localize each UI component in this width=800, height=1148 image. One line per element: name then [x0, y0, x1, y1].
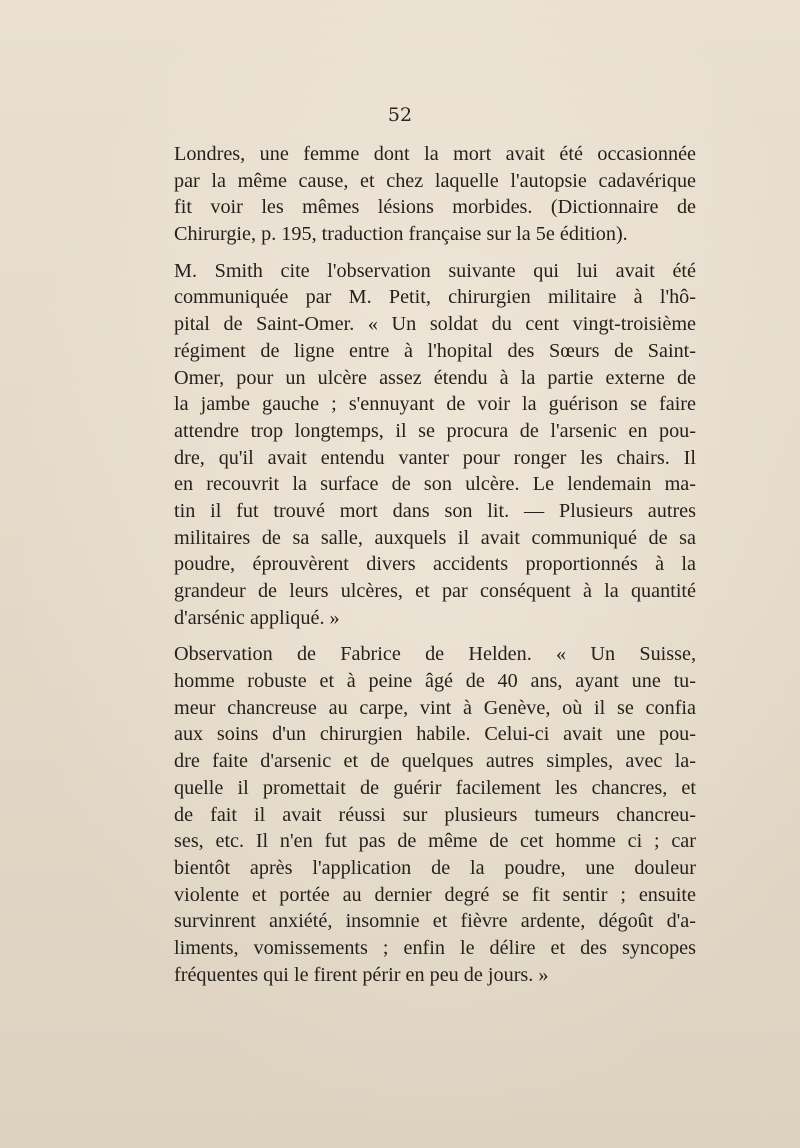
- text-line: Chirurgie, p. 195, traduction française sur la 5e édition).: [174, 223, 628, 246]
- body-text: [174, 141, 696, 988]
- text-line: fréquentes qui le firent périr en peu de jours. »: [174, 963, 549, 986]
- text-line: la jambe gauche ; s'ennuyant de voir la guérison se faire: [174, 393, 696, 416]
- text-line: liments, vomissements ; enfin le délire et des syncopes: [174, 936, 696, 959]
- text-line: survinrent anxiété, insomnie et fièvre ardente, dégoût d'a-: [174, 910, 696, 933]
- text-line: ses, etc. Il n'en fut pas de même de cet homme ci ; car: [174, 830, 696, 853]
- text-line: fit voir les mêmes lésions morbides. (Dictionnaire de: [174, 196, 696, 219]
- text-line: de fait il avait réussi sur plusieurs tumeurs chancreu-: [174, 803, 696, 826]
- text-line: aux soins d'un chirurgien habile. Celui-ci avait une pou-: [174, 723, 696, 746]
- text-line: militaires de sa salle, auxquels il avait communiqué de sa: [174, 526, 696, 549]
- text-line: homme robuste et à peine âgé de 40 ans, ayant une tu-: [174, 670, 696, 693]
- page-number: 52: [387, 104, 413, 126]
- paragraph-gap: [174, 631, 696, 641]
- text-line: pital de Saint-Omer. « Un soldat du cent vingt-troisième: [174, 313, 696, 336]
- text-line: Observation de Fabrice de Helden. « Un Suisse,: [174, 643, 696, 666]
- text-line: attendre trop longtemps, il se procura de l'arsenic en pou-: [174, 419, 696, 442]
- text-line: par la même cause, et chez laquelle l'autopsie cadavérique: [174, 169, 696, 192]
- text-line: grandeur de leurs ulcères, et par conséquent à la quantité: [174, 580, 696, 602]
- text-line: meur chancreuse au carpe, vint à Genève, où il se confia: [174, 696, 696, 719]
- paragraph-gap: [174, 248, 696, 258]
- text-line: bientôt après l'application de la poudre, une douleur: [174, 856, 696, 879]
- text-line: dre, qu'il avait entendu vanter pour ronger les chairs. Il: [174, 446, 696, 469]
- text-line: Londres, une femme dont la mort avait été occasionnée: [174, 143, 696, 165]
- text-line: en recouvrit la surface de son ulcère. Le lendemain ma-: [174, 473, 696, 496]
- text-line: M. Smith cite l'observation suivante qui lui avait été: [174, 259, 696, 282]
- text-line: régiment de ligne entre à l'hopital des Sœurs de Saint-: [174, 339, 696, 362]
- text-line: dre faite d'arsenic et de quelques autres simples, avec la-: [174, 750, 696, 773]
- text-line: poudre, éprouvèrent divers accidents proportionnés à la: [174, 553, 696, 576]
- text-line: quelle il promettait de guérir facilement les chancres, et: [174, 776, 696, 799]
- text-line: communiquée par M. Petit, chirurgien militaire à l'hô-: [174, 286, 696, 309]
- text-line: Omer, pour un ulcère assez étendu à la partie externe de: [174, 366, 696, 389]
- text-line: d'arsénic appliqué. »: [174, 606, 340, 629]
- text-line: violente et portée au dernier degré se fit sentir ; ensuite: [174, 883, 696, 906]
- text-line: tin il fut trouvé mort dans son lit. — Plusieurs autres: [174, 499, 696, 522]
